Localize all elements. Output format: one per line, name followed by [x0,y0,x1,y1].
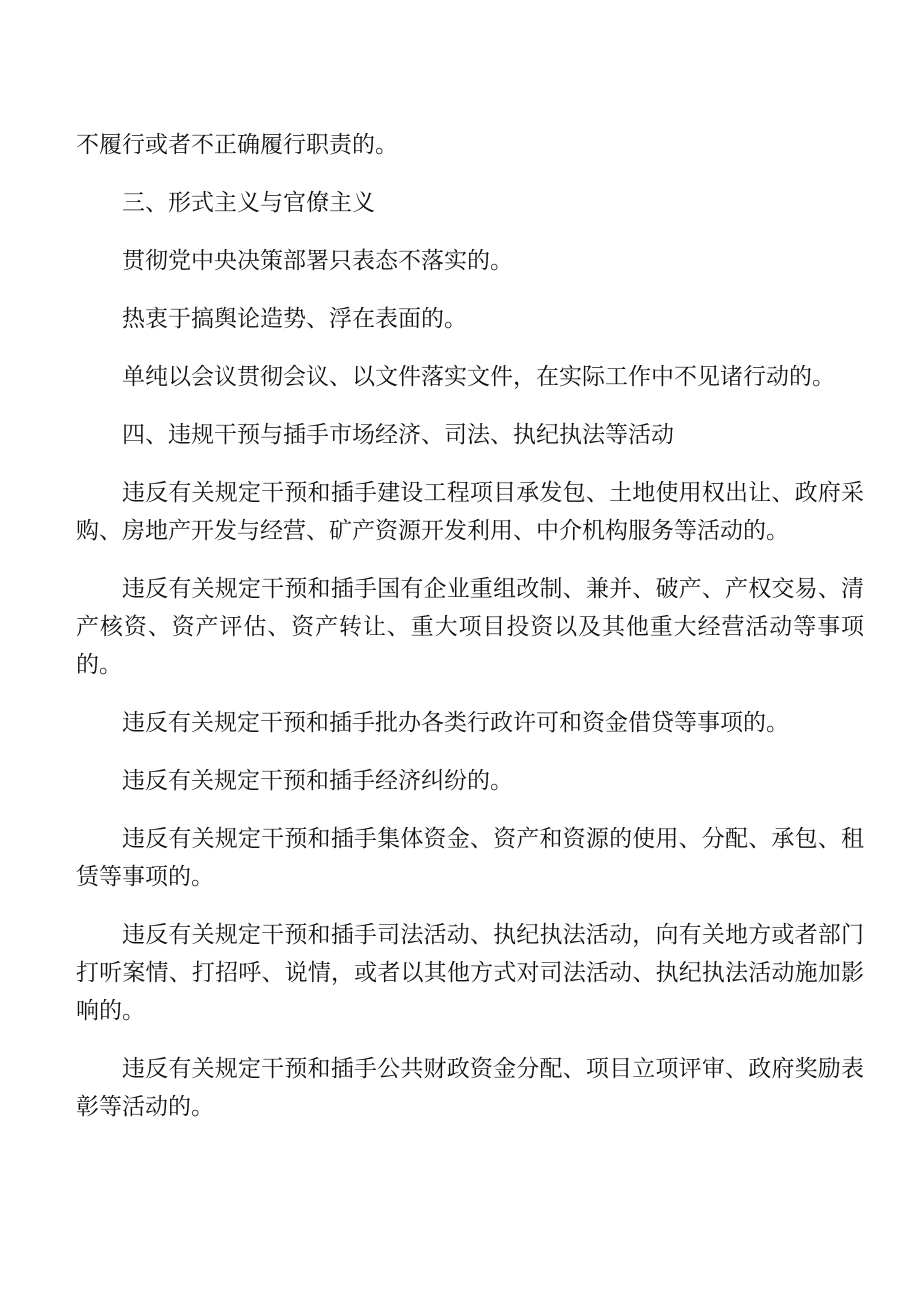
paragraph: 单纯以会议贯彻会议、以文件落实文件，在实际工作中不见诸行动的。 [122,364,835,390]
section-heading-3: 三、形式主义与官僚主义 [122,190,375,216]
paragraph: 热衷于搞舆论造势、浮在表面的。 [122,306,467,332]
paragraph: 违反有关规定干预和插手司法活动、执纪执法活动，向有关地方或者部门打听案情、打招呼、说情，或者以其他方式对司法活动、执纪执法活动施加影响的。 [76,922,864,1024]
paragraph: 违反有关规定干预和插手建设工程项目承发包、土地使用权出让、政府采购、房地产开发与经营、矿产资源开发利用、中介机构服务等活动的。 [76,480,864,544]
paragraph: 违反有关规定干预和插手集体资金、资产和资源的使用、分配、承包、租赁等事项的。 [76,826,864,890]
paragraph: 贯彻党中央决策部署只表态不落实的。 [122,248,513,274]
section-heading-4: 四、违规干预与插手市场经济、司法、执纪执法等活动 [122,422,674,448]
paragraph: 违反有关规定干预和插手经济纠纷的。 [122,768,513,794]
paragraph: 违反有关规定干预和插手批办各类行政许可和资金借贷等事项的。 [122,710,789,736]
paragraph: 违反有关规定干预和插手公共财政资金分配、项目立项评审、政府奖励表彰等活动的。 [76,1056,864,1120]
paragraph-continuation: 不履行或者不正确履行职责的。 [76,132,398,158]
paragraph: 违反有关规定干预和插手国有企业重组改制、兼并、破产、产权交易、清产核资、资产评估、资产转让、重大项目投资以及其他重大经营活动等事项的。 [76,576,864,678]
